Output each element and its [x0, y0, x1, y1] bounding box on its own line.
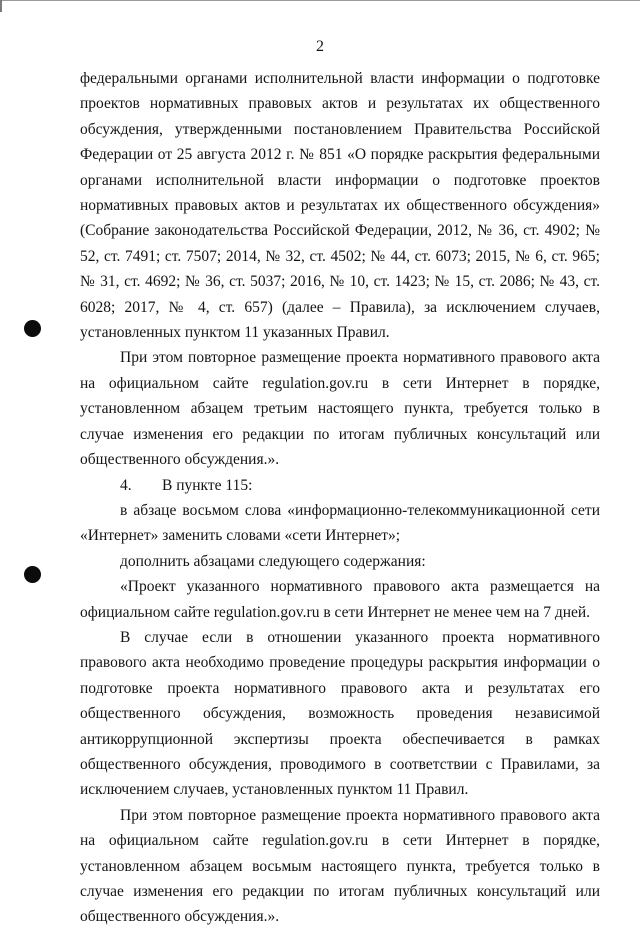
- paragraph-anticorruption-expertise: В случае если в отношении указанного проекта нормативного правового акта необходимо проведение процедуры раскрытия информации о подготовке проекта нормативного правового акта и результатах его общественного обсуждения, возможность проведения независимой антикоррупционной экспертизы проекта обеспечивается в рамках общественного обсуждения, проводимого в соответствии с Правилами, за исключением случаев, установленных пунктом 11 Правил.: [80, 628, 600, 799]
- item-number: 4.: [120, 476, 132, 494]
- document-body: [80, 66, 600, 930]
- punch-hole-bottom: [24, 566, 41, 583]
- paragraph-add-abstracts: дополнить абзацами следующего содержания:: [120, 552, 426, 570]
- item-text: В пункте 115:: [162, 476, 253, 494]
- paragraph-rules-reference: федеральными органами исполнительной власти информации о подготовке проектов нормативных правовых актов и результатах их общественного обсуждения, утвержденными постановлением Правительства Российской Федерации от 25 августа 2012 г. № 851 «О порядке раскрытия федеральными органами исполнительной власти информации о подготовке проектов нормативных правовых актов и результатах их общественного обсуждения» (Собрание законодательства Российской Федерации, 2012, № 36, ст. 4902; № 52, ст. 7491; ст. 7507; 2014, № 32, ст. 4502; № 44, ст. 6073; 2015, № 6, ст. 965; № 31, ст. 4692; № 36, ст. 5037; 2016, № 10, ст. 1423; № 15, ст. 2086; № 43, ст. 6028; 2017, № 4, ст. 657) (далее – Правила), за исключением случаев, установленных пунктом 11 указанных Правил.: [80, 70, 600, 342]
- paragraph-repeat-placement-8: При этом повторное размещение проекта нормативного правового акта на официальном сайте regulation.gov.ru в сети Интернет в порядке, установленном абзацем восьмым настоящего пункта, требуется только в случае изменения его редакции по итогам публичных консультаций или общественного обсуждения.».: [80, 806, 600, 926]
- scan-top-edge: [0, 0, 640, 1]
- paragraph-repeat-placement-3: При этом повторное размещение проекта нормативного правового акта на официальном сайте regulation.gov.ru в сети Интернет в порядке, установленном абзацем третьим настоящего пункта, требуется только в случае изменения его редакции по итогам публичных консультаций или общественного обсуждения.».: [80, 349, 600, 469]
- paragraph-replace-words: в абзаце восьмом слова «информационно-телекоммуникационной сети «Интернет» заменить словами «сети Интернет»;: [80, 501, 600, 545]
- punch-hole-top: [24, 320, 41, 337]
- paragraph-placement-period: «Проект указанного нормативного правового акта размещается на официальном сайте regulation.gov.ru в сети Интернет не менее чем на 7 дней.: [80, 578, 600, 621]
- page-number: 2: [316, 38, 324, 55]
- scan-corner-mark: [0, 0, 2, 12]
- item-4-heading: [80, 473, 600, 498]
